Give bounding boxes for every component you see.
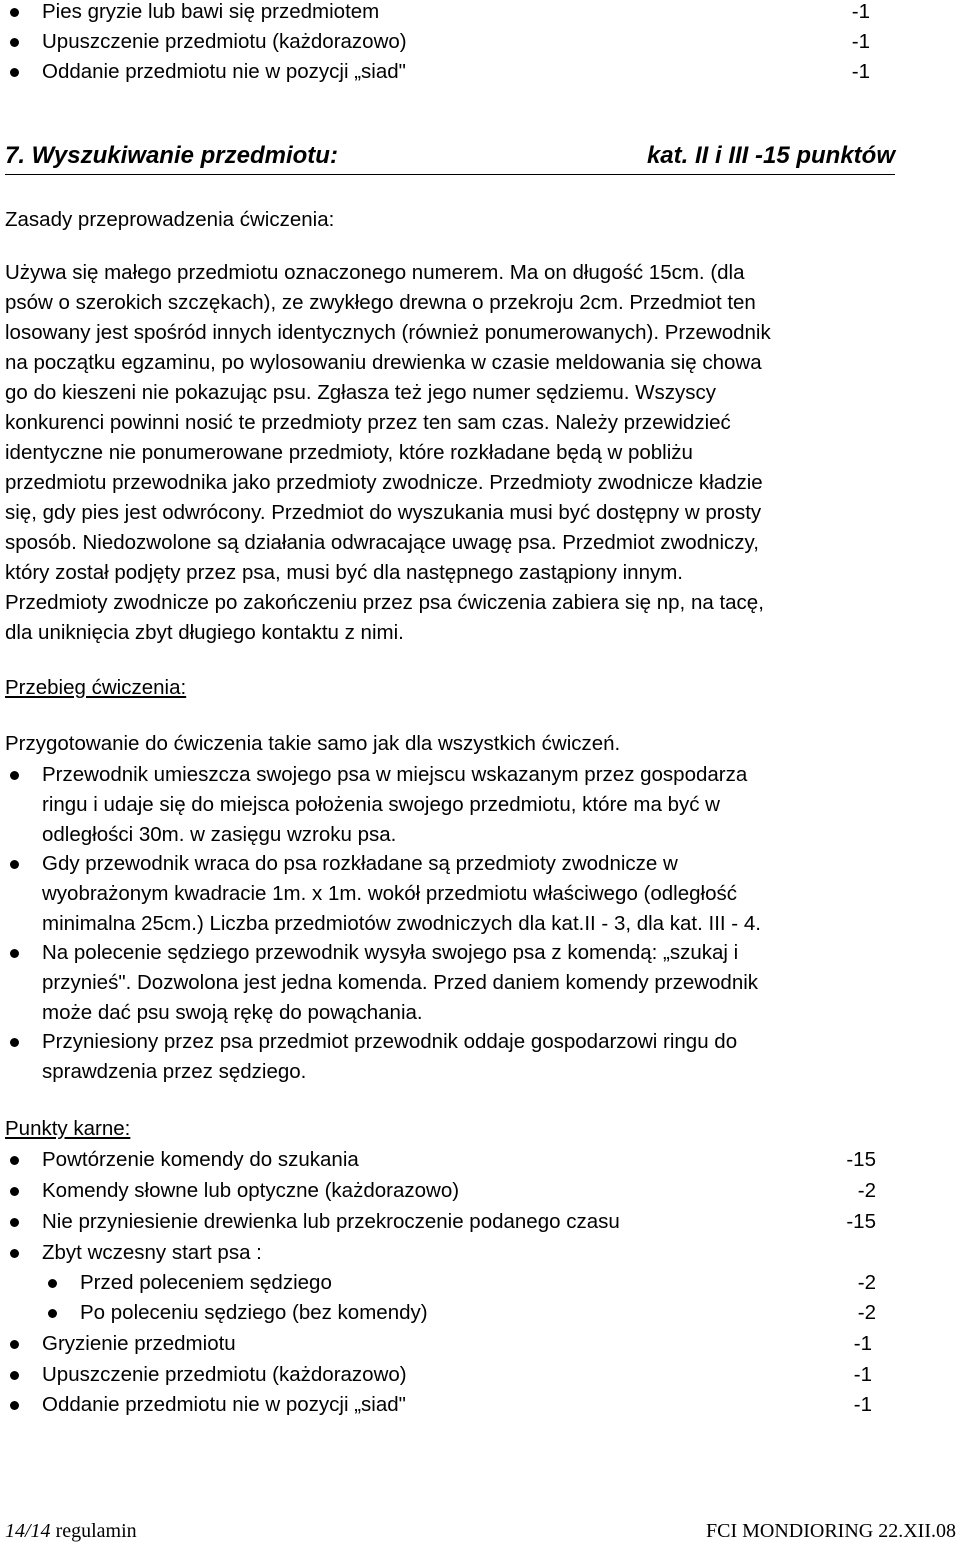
list-item bbox=[0, 1207, 960, 1237]
sub-list-item bbox=[0, 1298, 960, 1328]
paragraph-line: sposób. Niedozwolone są działania odwracające uwagę psa. Przedmiot zwodniczy, bbox=[5, 531, 759, 554]
bullet-icon bbox=[10, 1340, 19, 1349]
section-title: 7. Wyszukiwanie przedmiotu: bbox=[5, 142, 338, 169]
penalty-label: Przed poleceniem sędziego bbox=[80, 1271, 332, 1294]
penalty-label: Po poleceniu sędziego (bez komendy) bbox=[80, 1301, 428, 1324]
bullet-icon bbox=[10, 1401, 19, 1410]
penalty-label: Upuszczenie przedmiotu (każdorazowo) bbox=[42, 1363, 407, 1386]
penalty-label: Upuszczenie przedmiotu (każdorazowo) bbox=[42, 30, 407, 53]
penalty-value: -2 bbox=[857, 1179, 876, 1202]
list-item bbox=[0, 1360, 960, 1390]
step-line: Gdy przewodnik wraca do psa rozkładane są przedmioty zwodnicze w bbox=[42, 852, 678, 875]
bullet-icon bbox=[10, 8, 19, 17]
bullet-icon bbox=[48, 1309, 57, 1318]
penalty-label: Pies gryzie lub bawi się przedmiotem bbox=[42, 0, 380, 23]
penalty-label: Powtórzenie komendy do szukania bbox=[42, 1148, 359, 1171]
penalty-label: Komendy słowne lub optyczne (każdorazowo) bbox=[42, 1179, 460, 1202]
list-item bbox=[0, 1176, 960, 1206]
penalties-heading: Punkty karne: bbox=[5, 1117, 131, 1140]
penalty-label: Oddanie przedmiotu nie w pozycji „siad" bbox=[42, 60, 406, 83]
sub-list-item bbox=[0, 1268, 960, 1298]
penalty-label: Gryzienie przedmiotu bbox=[42, 1332, 236, 1355]
bullet-icon bbox=[10, 1038, 19, 1047]
bullet-icon bbox=[10, 38, 19, 47]
list-item bbox=[0, 1238, 960, 1268]
penalty-value: -1 bbox=[853, 1363, 872, 1386]
course-intro: Przygotowanie do ćwiczenia takie samo jak dla wszystkich ćwiczeń. bbox=[5, 732, 621, 755]
penalty-label: Oddanie przedmiotu nie w pozycji „siad" bbox=[42, 1393, 406, 1416]
penalty-value: -1 bbox=[853, 1332, 872, 1355]
paragraph-line: dla uniknięcia zbyt długiego kontaktu z nimi. bbox=[5, 621, 404, 644]
list-item bbox=[0, 0, 960, 27]
penalty-value: -15 bbox=[846, 1210, 876, 1233]
rules-paragraph bbox=[5, 258, 950, 648]
step-line: może dać psu swoją rękę do powąchania. bbox=[42, 1001, 423, 1024]
step-line: ringu i udaje się do miejsca położenia swojego przedmiotu, które ma być w bbox=[42, 793, 720, 816]
step-line: Przewodnik umieszcza swojego psa w miejscu wskazanym przez gospodarza bbox=[42, 763, 748, 786]
penalty-value: -1 bbox=[851, 60, 870, 83]
penalty-value: -15 bbox=[846, 1148, 876, 1171]
step-line: minimalna 25cm.) Liczba przedmiotów zwodniczych dla kat.II - 3, dla kat. III - 4. bbox=[42, 912, 761, 935]
bullet-icon bbox=[10, 1156, 19, 1165]
penalty-value: -2 bbox=[857, 1271, 876, 1294]
paragraph-line: się, gdy pies jest odwrócony. Przedmiot do wyszukania musi być dostępny w prosty bbox=[5, 501, 762, 524]
paragraph-line: który został podjęty przez psa, musi być dla następnego zastąpiony innym. bbox=[5, 561, 683, 584]
penalty-label: Zbyt wczesny start psa : bbox=[42, 1241, 262, 1264]
paragraph-line: konkurenci powinni nosić te przedmioty przez ten sam czas. Należy przewidzieć bbox=[5, 411, 731, 434]
bullet-icon bbox=[10, 1371, 19, 1380]
penalty-value: -1 bbox=[851, 30, 870, 53]
paragraph-line: Przedmioty zwodnicze po zakończeniu przez psa ćwiczenia zabiera się np, na tacę, bbox=[5, 591, 764, 614]
bullet-icon bbox=[10, 1187, 19, 1196]
list-item bbox=[0, 1329, 960, 1359]
paragraph-line: Używa się małego przedmiotu oznaczonego numerem. Ma on długość 15cm. (dla bbox=[5, 261, 745, 284]
list-item bbox=[0, 57, 960, 87]
bullet-icon bbox=[10, 68, 19, 77]
penalty-value: -1 bbox=[853, 1393, 872, 1416]
course-heading: Przebieg ćwiczenia: bbox=[5, 676, 187, 699]
bullet-icon bbox=[10, 949, 19, 958]
paragraph-line: przedmiotu przewodnika jako przedmioty zwodnicze. Przedmioty zwodnicze kładzie bbox=[5, 471, 763, 494]
rules-heading: Zasady przeprowadzenia ćwiczenia: bbox=[5, 208, 335, 231]
step-line: wyobrażonym kwadracie 1m. x 1m. wokół przedmiotu właściwego (odległość bbox=[42, 882, 737, 905]
penalty-value: -2 bbox=[857, 1301, 876, 1324]
footer-page-number: 14/14 bbox=[5, 1520, 51, 1542]
paragraph-line: na początku egzaminu, po wylosowaniu drewienka w czasie meldowania się chowa bbox=[5, 351, 762, 374]
bullet-icon bbox=[10, 860, 19, 869]
step-line: Na polecenie sędziego przewodnik wysyła swojego psa z komendą: „szukaj i bbox=[42, 941, 739, 964]
step-line: przynieś". Dozwolona jest jedna komenda. Przed daniem komendy przewodnik bbox=[42, 971, 759, 994]
list-item bbox=[0, 1390, 960, 1420]
bullet-icon bbox=[10, 1249, 19, 1258]
step-line: sprawdzenia przez sędziego. bbox=[42, 1060, 307, 1083]
bullet-icon bbox=[10, 1218, 19, 1227]
paragraph-line: identyczne nie ponumerowane przedmioty, które rozkładane będą w pobliżu bbox=[5, 441, 693, 464]
paragraph-line: psów o szerokich szczękach), ze zwykłego drewna o przekroju 2cm. Przedmiot ten bbox=[5, 291, 756, 314]
section-category: kat. II i III -15 punktów bbox=[646, 142, 895, 169]
paragraph-line: go do kieszeni nie pokazując psu. Zgłasza też jego numer sędziemu. Wszyscy bbox=[5, 381, 717, 404]
penalty-label: Nie przyniesienie drewienka lub przekroczenie podanego czasu bbox=[42, 1210, 620, 1233]
paragraph-line: losowany jest spośród innych identycznych (również ponumerowanych). Przewodnik bbox=[5, 321, 771, 344]
footer-doc-name: regulamin bbox=[55, 1520, 137, 1542]
bullet-icon bbox=[48, 1279, 57, 1288]
footer-left bbox=[5, 1519, 137, 1543]
list-item bbox=[0, 1145, 960, 1175]
footer-right: FCI MONDIORING 22.XII.08 bbox=[706, 1520, 956, 1542]
penalty-value: -1 bbox=[851, 0, 870, 23]
bullet-icon bbox=[10, 771, 19, 780]
section-heading bbox=[5, 140, 895, 175]
list-item bbox=[0, 27, 960, 57]
step-line: Przyniesiony przez psa przedmiot przewodnik oddaje gospodarzowi ringu do bbox=[42, 1030, 738, 1053]
step-line: odległości 30m. w zasięgu wzroku psa. bbox=[42, 823, 397, 846]
